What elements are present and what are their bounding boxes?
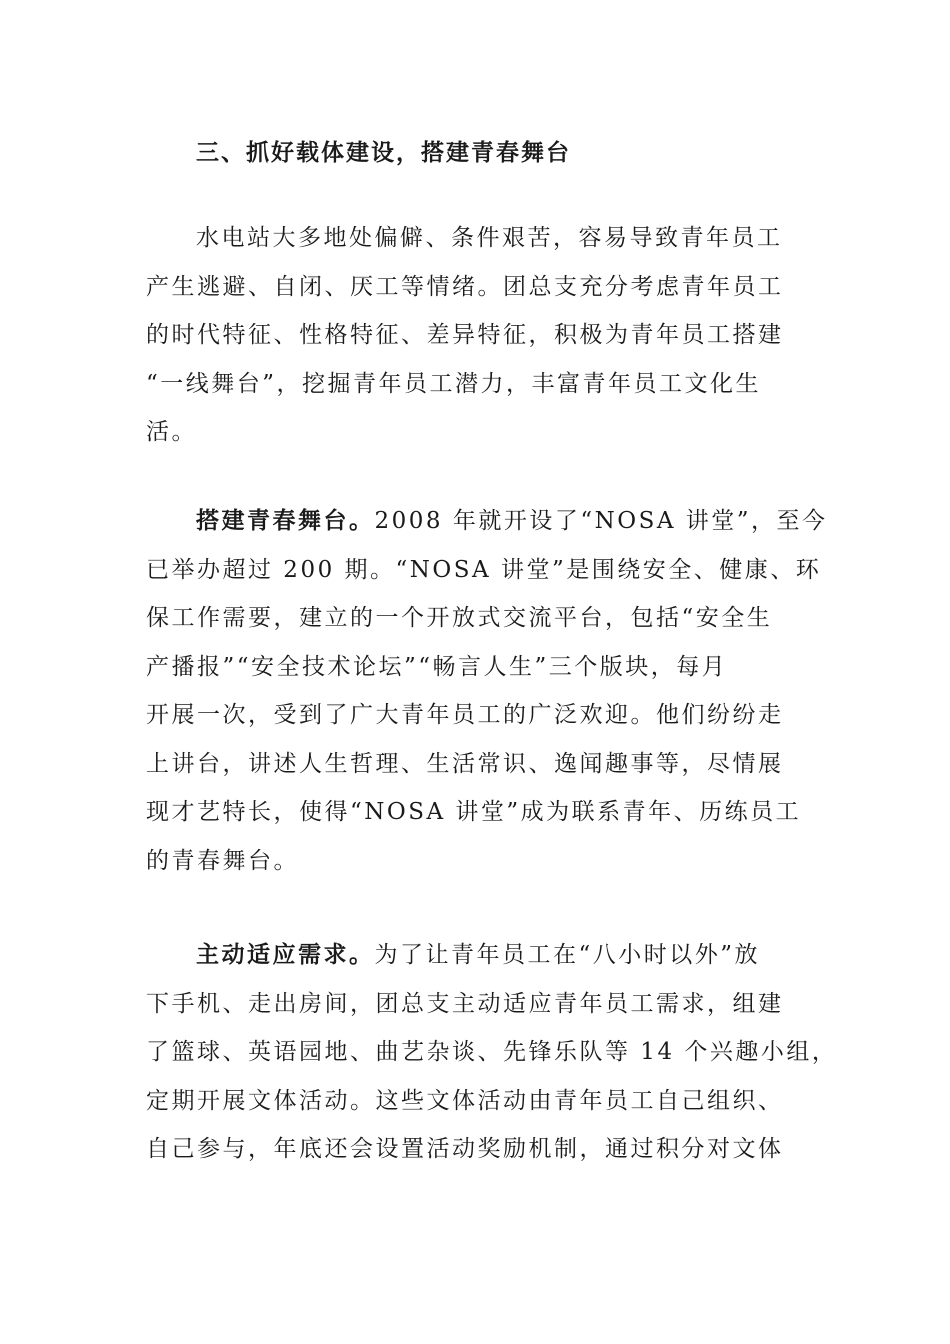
paragraph-line: 产播报”“安全技术论坛”“畅言人生”三个版块，每月 xyxy=(146,653,728,680)
paragraph-line: 自己参与，年底还会设置活动奖励机制，通过积分对文体 xyxy=(146,1136,784,1162)
paragraph-line: 上讲台，讲述人生哲理、生活常识、逸闻趣事等，尽情展 xyxy=(146,750,784,777)
paragraph-first-line-text: 为了让青年员工在“八小时以外”放 xyxy=(374,942,761,968)
paragraph-2 xyxy=(146,497,826,885)
paragraph-line: 的青春舞台。 xyxy=(146,847,299,874)
paragraph-line: 开展一次，受到了广大青年员工的广泛欢迎。他们纷纷走 xyxy=(146,702,784,728)
paragraph-line-first xyxy=(146,931,826,980)
paragraph-line: 定期开展文体活动。这些文体活动由青年员工自己组织、 xyxy=(146,1087,784,1114)
paragraph-line: 产生逃避、自闭、厌工等情绪。团总支充分考虑青年员工 xyxy=(146,273,784,300)
paragraph-line-first xyxy=(146,497,826,546)
paragraph-line: 保工作需要，建立的一个开放式交流平台，包括“安全生 xyxy=(146,605,773,631)
paragraph-lead: 主动适应需求。 xyxy=(196,941,375,968)
paragraph-line: 了篮球、英语园地、曲艺杂谈、先锋乐队等 14 个兴趣小组， xyxy=(146,1039,838,1065)
paragraph-3 xyxy=(146,931,838,1174)
paragraph-line: 现才艺特长，使得“NOSA 讲堂”成为联系青年、历练员工 xyxy=(146,799,802,825)
paragraph-line: 活。 xyxy=(146,419,197,445)
paragraph-line: 的时代特征、性格特征、差异特征，积极为青年员工搭建 xyxy=(146,322,784,348)
paragraph-line: 已举办超过 200 期。“NOSA 讲堂”是围绕安全、健康、环 xyxy=(146,556,822,583)
paragraph-line: 下手机、走出房间，团总支主动适应青年员工需求，组建 xyxy=(146,990,784,1017)
paragraph-first-line-text: 2008 年就开设了“NOSA 讲堂”，至今 xyxy=(374,508,828,534)
paragraph-line: 水电站大多地处偏僻、条件艰苦，容易导致青年员工 xyxy=(196,225,783,251)
paragraph-line: “一线舞台”，挖掘青年员工潜力，丰富青年员工文化生 xyxy=(146,370,762,397)
paragraph-1 xyxy=(146,214,826,457)
section-heading: 三、抓好载体建设，搭建青春舞台 xyxy=(196,139,571,166)
paragraph-lead: 搭建青春舞台。 xyxy=(196,507,375,534)
